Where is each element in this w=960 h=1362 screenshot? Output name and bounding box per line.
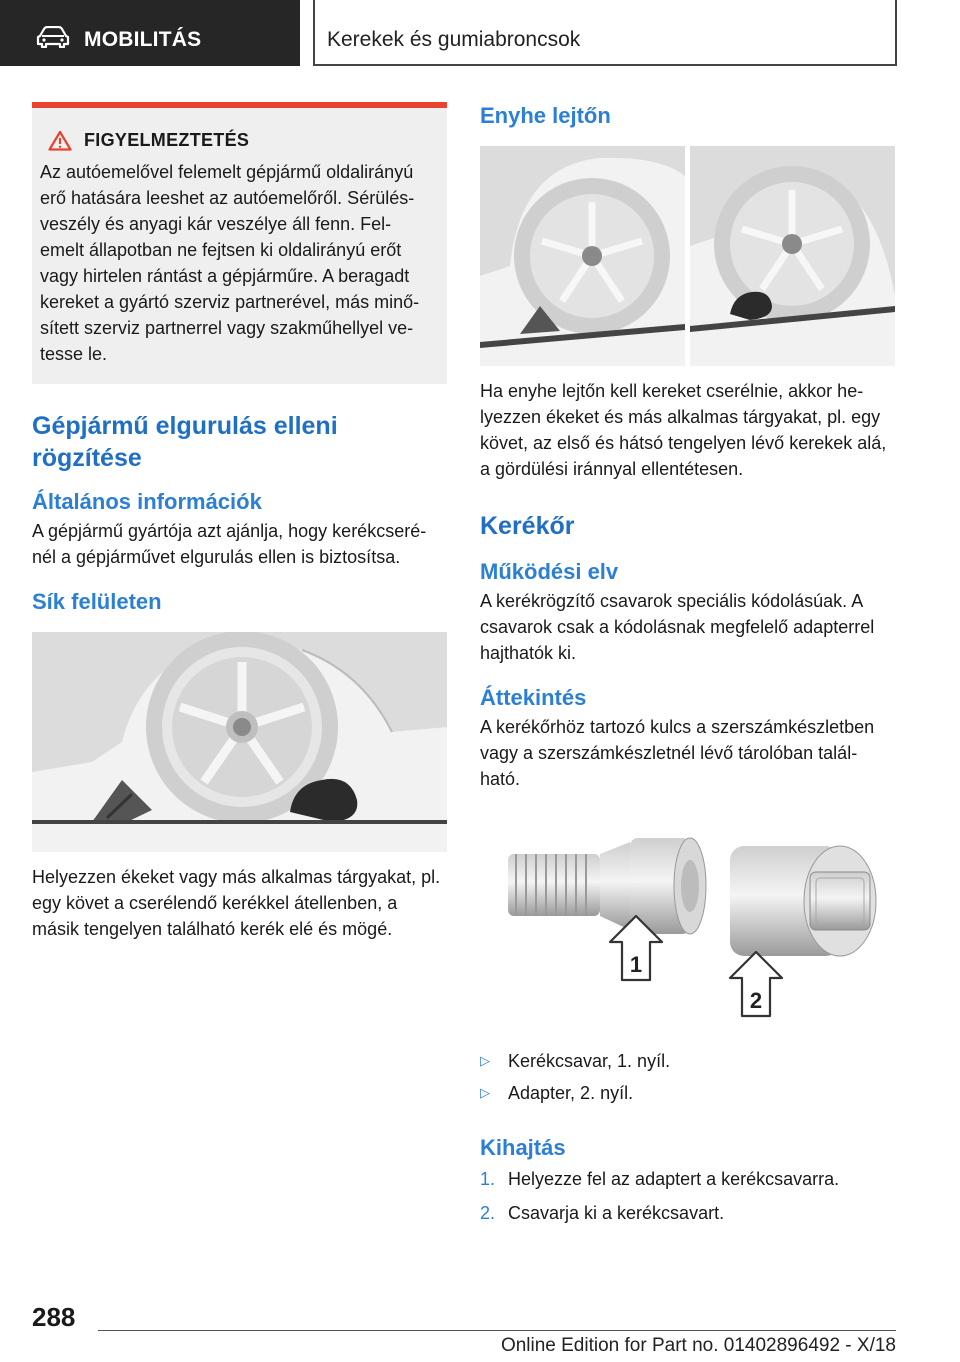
section-title-rollaway: Gépjármű elgurulás elleni rögzítése [32, 412, 338, 472]
heading-operating-principle: Működési elv [480, 559, 619, 584]
list-item: ▷ Kerékcsavar, 1. nyíl. [480, 1048, 895, 1074]
slope-caption: Ha enyhe lejtőn kell kereket cserélnie, akkor he-lyezzen ékeket és más alkalmas tárgyakat, pl. egy követ, az első és hátsó tengelyen lévő kerekek alá, a gördülési iránnyal ellentétesen. [480, 381, 887, 479]
heading-slight-slope: Enyhe lejtőn [480, 103, 611, 128]
list-item: 1. Helyezze fel az adaptert a kerékcsavarra. [480, 1169, 840, 1189]
wheel-lock-illustration [480, 812, 895, 1042]
right-column [480, 102, 895, 1234]
warning-text: Az autóemelővel felemelt gépjármű oldalirányú erő hatására leeshet az autóemelőről. Sérülés-veszély és anyagi kár veszélye áll fenn. Fel-emelt állapotban ne fejtsen ki oldalirányú erőt vagy hirtelen rántást a gépjárműre. A beragadt kereket a gyártó szerviz partnerével, más minő-sített szerviz partnerrel vagy szakműhellyel ve-tesse le. [40, 162, 420, 364]
flat-surface-caption: Helyezzen ékeket vagy más alkalmas tárgyakat, pl. egy követ a cserélendő kerékkel átellenben, a másik tengelyen található kerék elé és mögé. [32, 867, 441, 939]
wheel-chock-flat-image [32, 632, 447, 852]
overview-text: A kerékőrhöz tartozó kulcs a szerszámkészletben vagy a szerszámkészletnél lévő tárolóban talál-ható. [480, 717, 875, 789]
heading-removal: Kihajtás [480, 1135, 566, 1160]
callout-2: 2 [749, 988, 763, 1013]
bullet-triangle-icon: ▷ [480, 1053, 490, 1068]
section-title-wheel-lock: Kerékőr [480, 512, 575, 540]
heading-overview: Áttekintés [480, 685, 587, 710]
general-info-text: A gépjármű gyártója azt ajánlja, hogy kerékcseré-nél a gépjárművet elgurulás ellen is biztosítsa. [32, 521, 427, 567]
flat-surface-illustration [32, 632, 447, 852]
operating-principle-text: A kerékrögzítő csavarok speciális kódolásúak. A csavarok csak a kódolásnak megfelelő adapterrel hajthatók ki. [480, 591, 875, 663]
bullet-triangle-icon: ▷ [480, 1085, 490, 1100]
wheel-chock-slope-image [480, 146, 895, 366]
slope-illustration [480, 146, 895, 366]
edition-text: Online Edition for Part no. 01402896492 - X/18 [500, 1335, 896, 1356]
callout-1: 1 [629, 952, 643, 977]
warning-box [32, 102, 447, 384]
car-icon [36, 26, 70, 48]
left-column [32, 102, 447, 942]
heading-general-info: Általános információk [32, 489, 262, 514]
list-item: 2. Csavarja ki a kerékcsavart. [480, 1203, 725, 1223]
warning-title: FIGYELMEZTETÉS [84, 130, 250, 150]
parts-list [480, 1048, 895, 1106]
removal-steps [480, 1166, 895, 1226]
footer-divider [98, 1330, 896, 1331]
section-tab[interactable] [0, 0, 300, 66]
chapter-header [313, 0, 897, 66]
list-item: ▷ Adapter, 2. nyíl. [480, 1080, 895, 1106]
page-number: 288 [32, 1302, 76, 1332]
heading-flat-surface: Sík felületen [32, 589, 162, 614]
wheel-lock-parts-image [480, 812, 895, 1042]
section-label: MOBILITÁS [84, 28, 202, 51]
chapter-title: Kerekek és gumiabroncsok [327, 28, 581, 51]
warning-triangle-icon [48, 130, 72, 151]
